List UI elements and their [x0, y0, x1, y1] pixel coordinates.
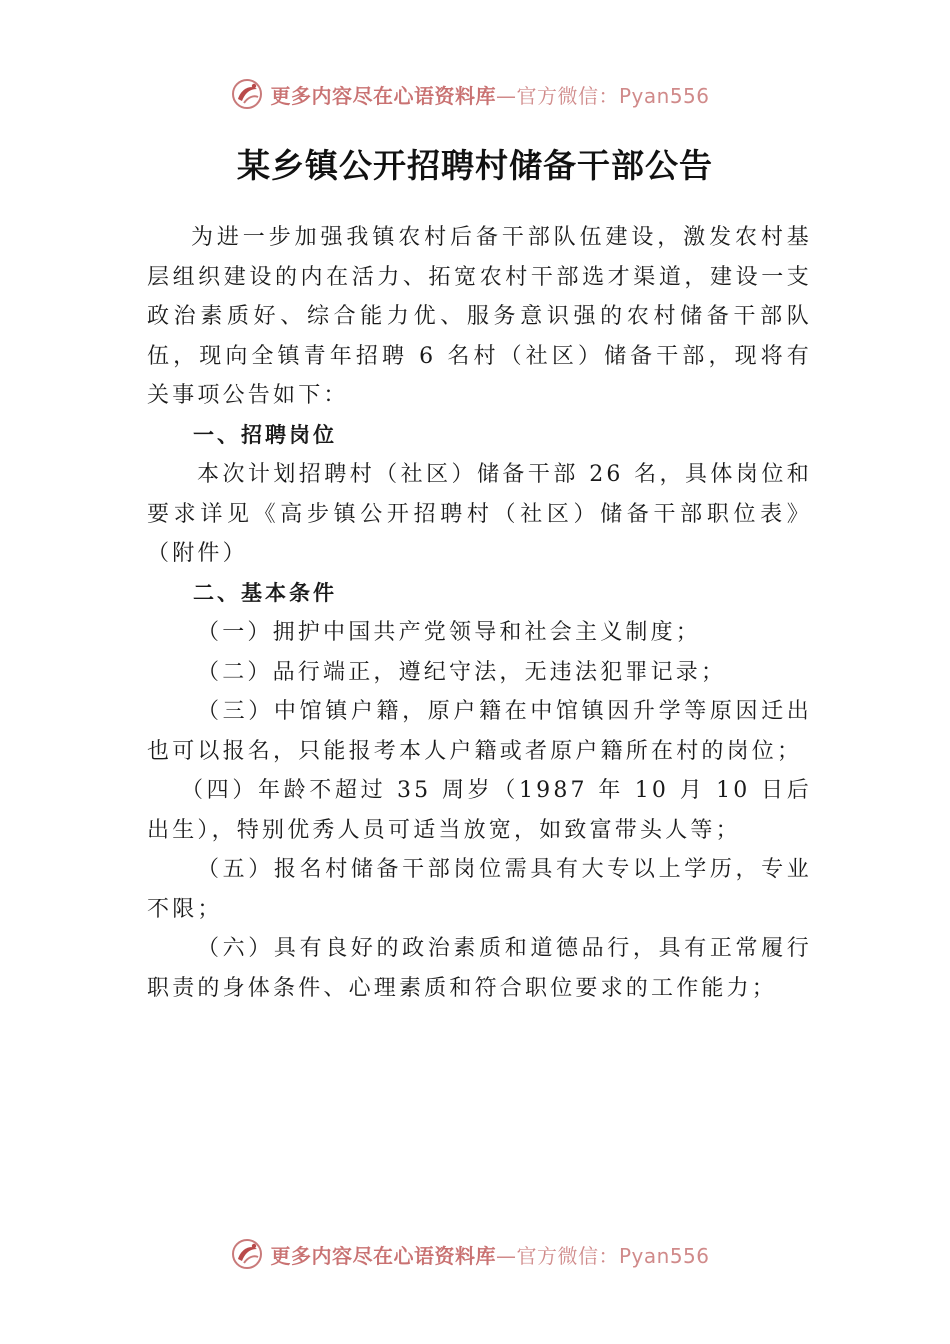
brand-logo-icon: [230, 1237, 264, 1271]
condition-item: （四）年龄不超过 35 周岁（1987 年 10 月 10 日后出生），特别优秀人员可适当放宽，如致富带头人等；: [147, 778, 812, 843]
section-heading-conditions: 二、基本条件: [193, 580, 337, 605]
document-body: [147, 218, 812, 1008]
watermark-header: [0, 74, 950, 114]
watermark-middle: —官方微信：: [495, 83, 619, 108]
condition-item: （一）拥护中国共产党领导和社会主义制度；: [197, 620, 702, 645]
condition-item: （二）品行端正，遵纪守法，无违法犯罪记录；: [197, 659, 727, 685]
page-title: 某乡镇公开招聘村储备干部公告: [237, 146, 713, 185]
watermark-text: [270, 80, 709, 109]
watermark-prefix: 更多内容尽在心语资料库: [270, 83, 496, 108]
watermark-footer: [0, 1234, 950, 1274]
condition-item: （五）报名村储备干部岗位需具有大专以上学历，专业不限；: [147, 857, 812, 922]
watermark-text: [270, 1240, 709, 1269]
watermark-prefix: 更多内容尽在心语资料库: [270, 1243, 496, 1268]
watermark-middle: —官方微信：: [495, 1243, 619, 1268]
brand-logo-icon: [230, 77, 264, 111]
watermark-wechat-id: Pyan556: [618, 1243, 710, 1268]
condition-item: （三）中馆镇户籍，原户籍在中馆镇因升学等原因迁出也可以报名，只能报考本人户籍或者原户籍所在村的岗位；: [147, 699, 812, 764]
watermark-wechat-id: Pyan556: [618, 83, 710, 108]
intro-paragraph: 为进一步加强我镇农村后备干部队伍建设，激发农村基层组织建设的内在活力、拓宽农村干部选才渠道，建设一支政治素质好、综合能力优、服务意识强的农村储备干部队伍，现向全镇青年招聘 6 名村（社区）储备干部，现将有关事项公告如下：: [147, 225, 812, 408]
positions-paragraph: 本次计划招聘村（社区）储备干部 26 名，具体岗位和要求详见《高步镇公开招聘村（社区）储备干部职位表》（附件）: [147, 462, 812, 566]
condition-item: （六）具有良好的政治素质和道德品行，具有正常履行职责的身体条件、心理素质和符合职位要求的工作能力；: [147, 936, 812, 1001]
section-heading-positions: 一、招聘岗位: [193, 422, 337, 447]
